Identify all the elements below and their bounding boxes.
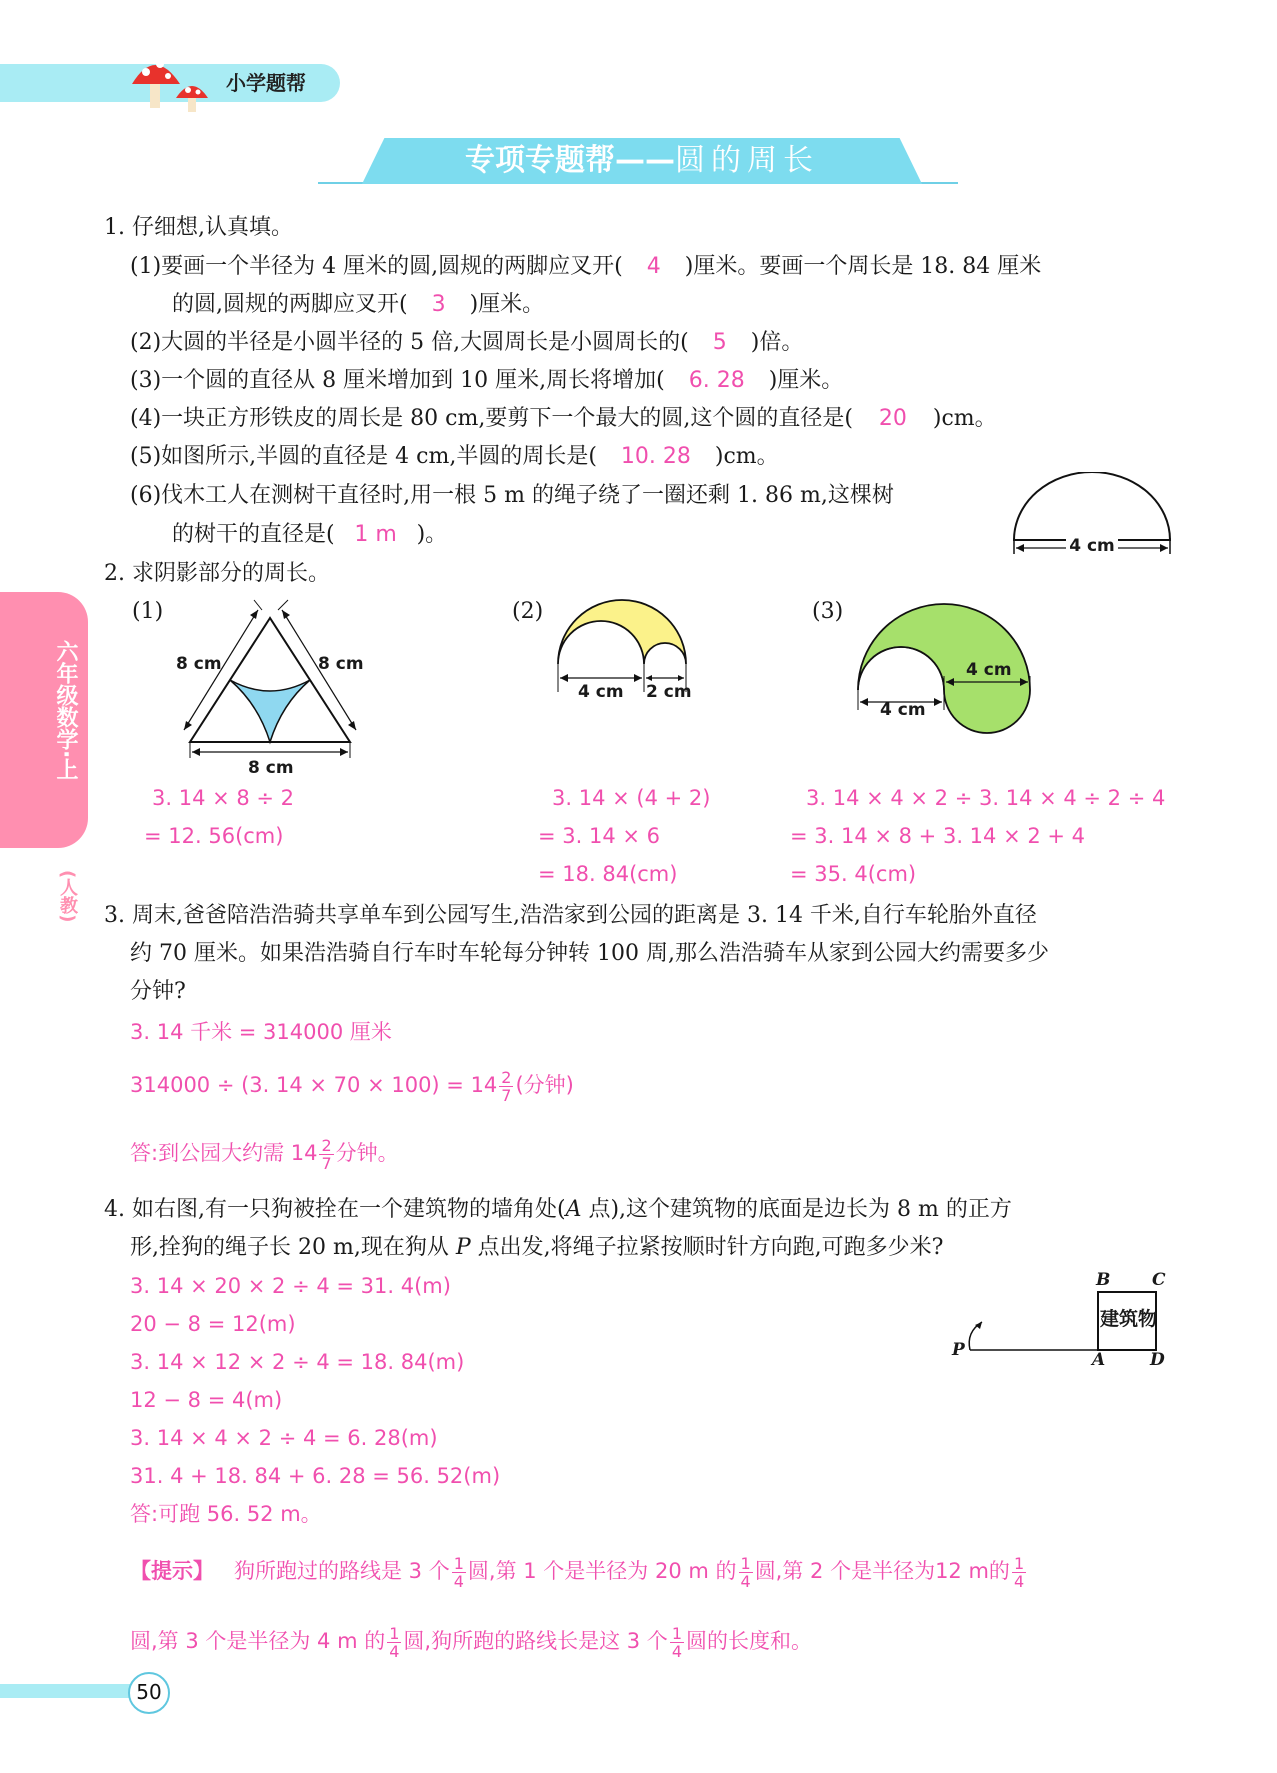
q2-sol2-line2: = 3. 14 × 6 [538, 824, 661, 848]
q2-sol3-line1: 3. 14 × 4 × 2 ÷ 3. 14 × 4 ÷ 2 ÷ 4 [806, 786, 1166, 810]
q1-item-4 [130, 405, 997, 433]
semicircle-diameter-label: 4 cm [1069, 536, 1115, 556]
hint-tag: 【提示】 [130, 1559, 214, 1583]
fraction-denominator: 4 [671, 1641, 682, 1661]
page-number: 50 [136, 1680, 162, 1704]
q4-line2 [130, 1234, 943, 1262]
title-dash: —— [615, 143, 675, 178]
q2-sol1-line2: = 12. 56(cm) [144, 824, 284, 848]
q4-text: 4. 如右图,有一只狗被拴在一个建筑物的墙角处( [104, 1197, 566, 1222]
q1-item-1b [172, 291, 544, 319]
q1-answer-blank: 5 [712, 330, 727, 355]
fraction [739, 1555, 753, 1590]
q1-item-1a [130, 253, 1041, 281]
fraction-denominator: 4 [389, 1641, 400, 1661]
q1-text: (1)要画一个半径为 4 厘米的圆,圆规的两脚应叉开( [130, 254, 623, 279]
q4-building-label: 建筑物 [1100, 1308, 1158, 1330]
q2-fig3-label-left: 4 cm [880, 700, 926, 720]
q4-solution-line3: 3. 14 × 12 × 2 ÷ 4 = 18. 84(m) [130, 1350, 465, 1374]
page-title [362, 142, 922, 180]
hint-text: 圆,第 3 个是半径为 4 m 的 [130, 1629, 386, 1653]
fraction-denominator: 7 [321, 1153, 332, 1173]
brand-label: 小学题帮 [226, 71, 306, 95]
q2-fig2-tag: (2) [512, 599, 544, 624]
q1-answer-blank: 1 m [354, 522, 397, 547]
q3-line1: 3. 周末,爸爸陪浩浩骑共享单车到公园写生,浩浩家到公园的距离是 3. 14 千米,自行车轮胎外直径 [104, 903, 1037, 928]
q2-figure-1 [170, 596, 370, 768]
q2-fig1-tag: (1) [132, 599, 164, 624]
mushroom-logo [128, 44, 218, 114]
q4-label-A: A [1092, 1350, 1106, 1370]
q3-answer-text: 答:到公园大约需 14 [130, 1141, 318, 1165]
q4-label-D: D [1150, 1350, 1165, 1370]
side-tab-edition: (人教) [57, 870, 78, 923]
fraction [670, 1625, 684, 1660]
q1-item-5 [130, 443, 779, 471]
hint-text: 圆,狗所跑的路线长是这 3 个 [403, 1629, 668, 1653]
q4-solution-line4: 12 − 8 = 4(m) [130, 1388, 283, 1412]
fraction-numerator: 2 [501, 1067, 512, 1087]
fraction-numerator: 1 [671, 1623, 682, 1643]
q2-fig3-label-right: 4 cm [966, 660, 1012, 680]
fraction [499, 1069, 513, 1104]
fraction-numerator: 2 [321, 1135, 332, 1155]
q1-text: )cm。 [714, 444, 779, 469]
q4-label-P: P [952, 1340, 965, 1360]
q2-fig2-label-big: 4 cm [578, 682, 624, 702]
q4-solution-line1: 3. 14 × 20 × 2 ÷ 4 = 31. 4(m) [130, 1274, 451, 1298]
q4-label-C: C [1152, 1270, 1166, 1290]
q1-text: )厘米。 [768, 368, 844, 393]
q2-fig3-tag: (3) [812, 599, 844, 624]
q3-solution-text: (分钟) [515, 1073, 574, 1097]
title-main: 专项专题帮 [465, 143, 615, 178]
q1-answer-blank: 3 [431, 292, 446, 317]
q4-label-B: B [1096, 1270, 1111, 1290]
fraction [387, 1625, 401, 1660]
fraction-numerator: 1 [740, 1553, 751, 1573]
fraction-numerator: 1 [453, 1553, 464, 1573]
q1-text: 的圆,圆规的两脚应叉开( [172, 292, 408, 317]
q2-fig2-label-small: 2 cm [646, 682, 692, 702]
fraction-denominator: 4 [453, 1571, 464, 1591]
q3-answer [130, 1128, 399, 1178]
q1-text: (2)大圆的半径是小圆半径的 5 倍,大圆周长是小圆周长的( [130, 330, 689, 355]
q1-item-2 [130, 329, 803, 357]
q4-text: 点出发,将绳子拉紧按顺时针方向跑,可跑多少米? [470, 1235, 944, 1260]
fraction [452, 1555, 466, 1590]
q2-fig1-label-bottom: 8 cm [248, 758, 294, 778]
hint-text: 狗所跑过的路线是 3 个 [234, 1559, 450, 1583]
q2-sol2-line1: 3. 14 × (4 + 2) [552, 786, 711, 810]
title-sub: 圆的周长 [675, 143, 819, 178]
q1-answer-blank: 10. 28 [620, 444, 691, 469]
q1-text: )厘米。 [469, 292, 545, 317]
q1-text: )倍。 [750, 330, 804, 355]
q1-item-6a [130, 482, 894, 510]
q4-solution-line6: 31. 4 + 18. 84 + 6. 28 = 56. 52(m) [130, 1464, 501, 1488]
q1-text: (3)一个圆的直径从 8 厘米增加到 10 厘米,周长将增加( [130, 368, 665, 393]
q1-item-3 [130, 367, 843, 395]
q4-solution-line2: 20 − 8 = 12(m) [130, 1312, 296, 1336]
q2-heading: 2. 求阴影部分的周长。 [104, 561, 330, 586]
q1-item-6b [172, 521, 447, 549]
side-tab-label: 六年级数学·上 [53, 640, 78, 781]
q1-answer-blank: 6. 28 [688, 368, 745, 393]
q1-text: )cm。 [932, 406, 997, 431]
q4-text: 点),这个建筑物的底面是边长为 8 m 的正方 [581, 1197, 1012, 1222]
q2-fig1-label-left: 8 cm [176, 654, 222, 674]
q4-text: 形,拴狗的绳子长 20 m,现在狗从 [130, 1235, 456, 1260]
fraction [319, 1137, 333, 1172]
q4-point-P: P [455, 1235, 471, 1260]
q1-text: (6)伐木工人在测树干直径时,用一根 5 m 的绳子绕了一圈还剩 1. 86 m,这棵树 [130, 483, 894, 508]
q4-answer: 答:可跑 56. 52 m。 [130, 1502, 322, 1526]
fraction [1012, 1555, 1026, 1590]
q2-sol1-line1: 3. 14 × 8 ÷ 2 [152, 786, 295, 810]
q1-text: 的树干的直径是( [172, 522, 335, 547]
q2-sol3-line2: = 3. 14 × 8 + 3. 14 × 2 + 4 [790, 824, 1086, 848]
q3-line3: 分钟? [130, 979, 186, 1004]
fraction-denominator: 4 [1013, 1571, 1025, 1591]
q4-hint-line2 [130, 1616, 812, 1666]
q3-line2: 约 70 厘米。如果浩浩骑自行车时车轮每分钟转 100 周,那么浩浩骑车从家到公园大约需要多少 [130, 941, 1049, 966]
q4-line1 [104, 1196, 1012, 1224]
q2-fig1-label-right: 8 cm [318, 654, 364, 674]
q1-text: (5)如图所示,半圆的直径是 4 cm,半圆的周长是( [130, 444, 597, 469]
q2-sol2-line3: = 18. 84(cm) [538, 862, 678, 886]
fraction-denominator: 4 [740, 1571, 751, 1591]
q3-solution-line2 [130, 1060, 574, 1110]
q3-solution-text: 314000 ÷ (3. 14 × 70 × 100) = 14 [130, 1073, 498, 1097]
fraction-numerator: 1 [1013, 1553, 1025, 1573]
q2-sol3-line3: = 35. 4(cm) [790, 862, 917, 886]
q4-point-A: A [565, 1197, 582, 1222]
q1-answer-blank: 20 [878, 406, 907, 431]
hint-text: 圆,第 1 个是半径为 20 m 的 [467, 1559, 737, 1583]
q3-solution-line1: 3. 14 千米 = 314000 厘米 [130, 1020, 392, 1044]
fraction-numerator: 1 [389, 1623, 400, 1643]
q4-solution-line5: 3. 14 × 4 × 2 ÷ 4 = 6. 28(m) [130, 1426, 438, 1450]
hint-text: 圆的长度和。 [686, 1629, 812, 1653]
q1-answer-blank: 4 [646, 254, 661, 279]
q1-text: )。 [416, 522, 448, 547]
q1-text: )厘米。要画一个周长是 18. 84 厘米 [684, 254, 1042, 279]
q1-heading: 1. 仔细想,认真填。 [104, 215, 293, 240]
fraction-denominator: 7 [501, 1085, 512, 1105]
q1-text: (4)一块正方形铁皮的周长是 80 cm,要剪下一个最大的圆,这个圆的直径是( [130, 406, 853, 431]
q3-answer-text: 分钟。 [335, 1141, 399, 1165]
q4-hint-line1 [130, 1546, 1028, 1596]
hint-text: 圆,第 2 个是半径为12 m的 [754, 1559, 1010, 1583]
